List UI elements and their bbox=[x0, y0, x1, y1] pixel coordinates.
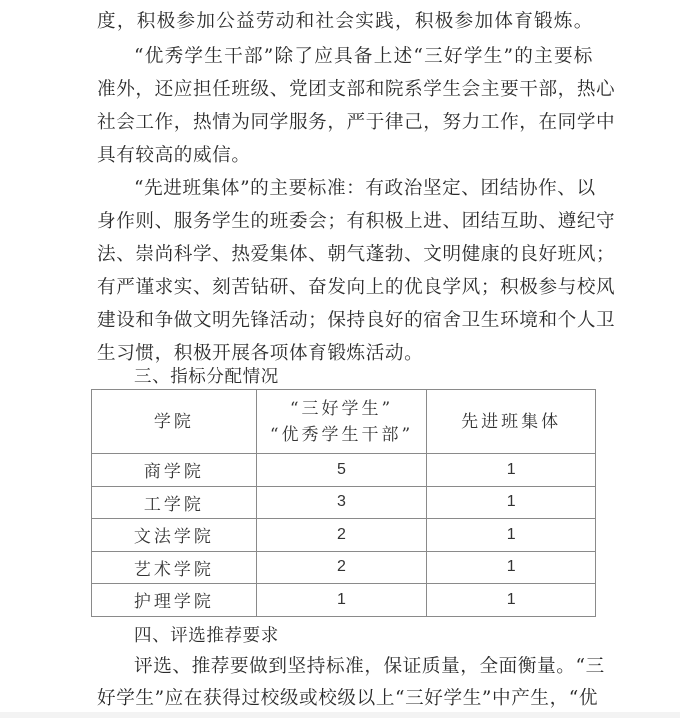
paragraph-line: 有严谨求实、刻苦钻研、奋发向上的优良学风；积极参与校风 bbox=[97, 277, 616, 298]
table-row bbox=[92, 454, 596, 487]
header-college bbox=[92, 390, 257, 454]
paragraph-line: 生习惯，积极开展各项体育锻炼活动。 bbox=[97, 343, 424, 364]
cell-merit: 2 bbox=[256, 519, 427, 552]
paragraph-line: “先进班集体”的主要标准：有政治坚定、团结协作、以 bbox=[134, 178, 596, 199]
table-row bbox=[92, 519, 596, 552]
header-merit-line1: “三好学生” bbox=[289, 398, 394, 419]
cell-class: 1 bbox=[427, 584, 596, 617]
paragraph-line: 社会工作，热情为同学服务，严于律己，努力工作，在同学中 bbox=[97, 112, 616, 133]
cell-college: 护理学院 bbox=[92, 584, 257, 617]
allocation-table bbox=[91, 389, 596, 617]
cell-merit: 2 bbox=[256, 551, 427, 584]
cell-college: 商学院 bbox=[92, 454, 257, 487]
cell-merit: 1 bbox=[256, 584, 427, 617]
paragraph-line: 准外，还应担任班级、党团支部和院系学生会主要干部，热心 bbox=[97, 79, 616, 100]
paragraph-line: “优秀学生干部”除了应具备上述“三好学生”的主要标 bbox=[134, 46, 593, 67]
section-heading: 三、指标分配情况 bbox=[134, 367, 279, 387]
paragraph-line: 具有较高的威信。 bbox=[97, 145, 251, 166]
paragraph-line: 度，积极参加公益劳动和社会实践，积极参加体育锻炼。 bbox=[97, 11, 593, 32]
cell-merit: 5 bbox=[256, 454, 427, 487]
paragraph-line: 评选、推荐要做到坚持标准，保证质量，全面衡量。“三 bbox=[134, 656, 605, 677]
cell-college: 艺术学院 bbox=[92, 551, 257, 584]
page-bottom-edge bbox=[0, 712, 680, 718]
cell-college: 文法学院 bbox=[92, 519, 257, 552]
header-merit bbox=[256, 390, 427, 454]
cell-class: 1 bbox=[427, 454, 596, 487]
table-header-row bbox=[92, 390, 596, 454]
paragraph-line: 法、崇尚科学、热爱集体、朝气蓬勃、文明健康的良好班风； bbox=[97, 244, 616, 265]
cell-merit: 3 bbox=[256, 486, 427, 519]
header-class-label: 先进班集体 bbox=[461, 411, 562, 432]
paragraph-line: 好学生”应在获得过校级或校级以上“三好学生”中产生，“优 bbox=[97, 688, 599, 709]
section-heading: 四、评选推荐要求 bbox=[134, 626, 279, 646]
table-row bbox=[92, 551, 596, 584]
cell-class: 1 bbox=[427, 551, 596, 584]
cell-college: 工学院 bbox=[92, 486, 257, 519]
cell-class: 1 bbox=[427, 486, 596, 519]
header-class bbox=[427, 390, 596, 454]
paragraph-line: 身作则、服务学生的班委会；有积极上进、团结互助、遵纪守 bbox=[97, 211, 616, 232]
paragraph-line: 建设和争做文明先锋活动；保持良好的宿舍卫生环境和个人卫 bbox=[97, 310, 616, 331]
table-row bbox=[92, 486, 596, 519]
cell-class: 1 bbox=[427, 519, 596, 552]
header-merit-line2: “优秀学生干部” bbox=[269, 424, 414, 445]
header-college-label: 学院 bbox=[153, 411, 194, 432]
table-row bbox=[92, 584, 596, 617]
